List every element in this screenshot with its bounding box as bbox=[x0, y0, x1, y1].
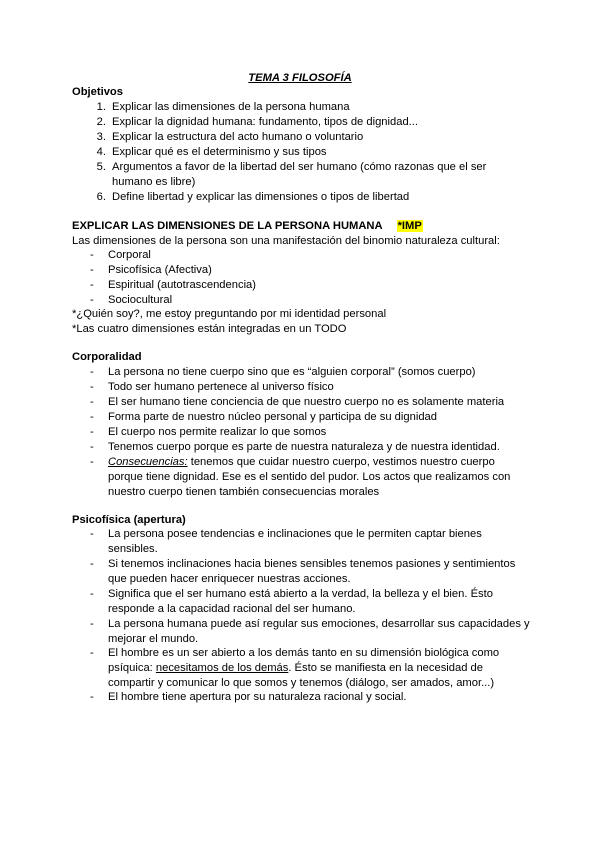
psicofisica-heading: Psicofísica (apertura) bbox=[72, 514, 186, 526]
dash-bullet: - bbox=[90, 588, 94, 600]
corporalidad-item bbox=[90, 455, 530, 500]
dimension-item bbox=[90, 248, 530, 263]
objetivo-item bbox=[90, 100, 530, 115]
corporalidad-text: El cuerpo nos permite realizar lo que somos bbox=[108, 426, 327, 438]
consecuencias-label: Consecuencias: bbox=[108, 456, 188, 468]
objetivo-text: Argumentos a favor de la libertad del ser humano (cómo razonas que el ser humano es libre) bbox=[112, 161, 487, 188]
page-title: TEMA 3 FILOSOFÍA bbox=[248, 72, 352, 84]
item5-text-pre: El hombre es un ser abierto a los demás tanto en su dimensión biológica como psíquica: bbox=[108, 647, 500, 674]
note-integrated: *Las cuatro dimensiones están integradas en un TODO bbox=[72, 323, 347, 335]
objetivo-item bbox=[90, 130, 530, 145]
dimension-item bbox=[90, 293, 530, 308]
psicofisica-text: Si tenemos inclinaciones hacia bienes sensibles tenemos pasiones y sentimientos que pueden hacer enriquecer nuestras acciones. bbox=[108, 558, 516, 585]
psicofisica-text: La persona posee tendencias e inclinaciones que le permiten captar bienes sensibles. bbox=[108, 528, 482, 555]
corporalidad-text: Forma parte de nuestro núcleo personal y participa de su dignidad bbox=[108, 411, 437, 423]
dash-bullet: - bbox=[90, 456, 94, 468]
corporalidad-item bbox=[90, 380, 530, 395]
corporalidad-text: Tenemos cuerpo porque es parte de nuestra naturaleza y de nuestra identidad. bbox=[108, 441, 500, 453]
objetivo-number: 4. bbox=[96, 146, 106, 158]
dash-bullet: - bbox=[90, 647, 94, 659]
psicofisica-item bbox=[90, 527, 500, 557]
dash-bullet: - bbox=[90, 279, 94, 291]
dash-bullet: - bbox=[90, 558, 94, 570]
psicofisica-text: La persona humana puede así regular sus emociones, desarrollar sus capacidades y mejorar el mundo. bbox=[108, 618, 530, 645]
psicofisica-item bbox=[90, 690, 530, 705]
objetivos-heading: Objetivos bbox=[72, 86, 123, 98]
dimensiones-heading-text: EXPLICAR LAS DIMENSIONES DE LA PERSONA HUMANA bbox=[72, 220, 383, 232]
item5-text-post: . Ésto se manifiesta en la necesidad de compartir y comunicar lo que somos y tenemos (diálogo, ser amados, amor...) bbox=[108, 662, 495, 689]
psicofisica-item bbox=[90, 587, 535, 617]
objetivo-text: Explicar las dimensiones de la persona humana bbox=[112, 101, 350, 113]
corporalidad-item bbox=[90, 440, 530, 455]
psicofisica-text: El hombre tiene apertura por su naturaleza racional y social. bbox=[108, 691, 407, 703]
psicofisica-text: Significa que el ser humano está abierto a la verdad, la belleza y el bien. Ésto responde a la capacidad racional del ser humano. bbox=[108, 588, 493, 615]
corporalidad-item bbox=[90, 410, 530, 425]
objetivo-item bbox=[90, 190, 530, 205]
dash-bullet: - bbox=[90, 441, 94, 453]
corporalidad-heading: Corporalidad bbox=[72, 351, 142, 363]
objetivo-item bbox=[90, 115, 530, 130]
objetivo-number: 6. bbox=[96, 191, 106, 203]
corporalidad-text bbox=[108, 455, 530, 500]
dash-bullet: - bbox=[90, 691, 94, 703]
objetivo-number: 3. bbox=[96, 131, 106, 143]
dash-bullet: - bbox=[90, 249, 94, 261]
dimension-item bbox=[90, 263, 530, 278]
dimension-item bbox=[90, 278, 530, 293]
dash-bullet: - bbox=[90, 381, 94, 393]
dash-bullet: - bbox=[90, 426, 94, 438]
psicofisica-item bbox=[90, 617, 535, 647]
dimensiones-intro: Las dimensiones de la persona son una manifestación del binomio naturaleza cultural: bbox=[72, 235, 500, 247]
corporalidad-text: La persona no tiene cuerpo sino que es “alguien corporal” (somos cuerpo) bbox=[108, 366, 476, 378]
imp-highlight-tag: *IMP bbox=[397, 220, 422, 232]
objetivo-item bbox=[90, 145, 530, 160]
necesitamos-underlined: necesitamos de los demás bbox=[155, 662, 289, 674]
corporalidad-item bbox=[90, 425, 530, 440]
dash-bullet: - bbox=[90, 618, 94, 630]
dimension-text: Sociocultural bbox=[108, 294, 173, 306]
objetivo-text: Explicar la estructura del acto humano o voluntario bbox=[112, 131, 364, 143]
corporalidad-item bbox=[90, 365, 530, 380]
objetivo-number: 2. bbox=[96, 116, 106, 128]
dimensiones-heading bbox=[72, 220, 423, 232]
corporalidad-text: El ser humano tiene conciencia de que nuestro cuerpo no es solamente materia bbox=[108, 396, 505, 408]
dash-bullet: - bbox=[90, 528, 94, 540]
objetivo-number: 5. bbox=[96, 161, 106, 173]
objetivo-item bbox=[90, 160, 520, 189]
objetivo-text: Define libertad y explicar las dimensiones o tipos de libertad bbox=[112, 191, 410, 203]
note-identity: *¿Quién soy?, me estoy preguntando por mi identidad personal bbox=[72, 308, 387, 320]
dash-bullet: - bbox=[90, 264, 94, 276]
psicofisica-item bbox=[90, 646, 515, 691]
dash-bullet: - bbox=[90, 294, 94, 306]
dash-bullet: - bbox=[90, 396, 94, 408]
objetivo-number: 1. bbox=[96, 101, 106, 113]
dimension-text: Corporal bbox=[108, 249, 151, 261]
corporalidad-text: Todo ser humano pertenece al universo físico bbox=[108, 381, 334, 393]
dash-bullet: - bbox=[90, 411, 94, 423]
psicofisica-item bbox=[90, 557, 535, 587]
corporalidad-item bbox=[90, 395, 530, 410]
dash-bullet: - bbox=[90, 366, 94, 378]
psicofisica-text bbox=[108, 646, 515, 691]
dimension-text: Espiritual (autotrascendencia) bbox=[108, 279, 256, 291]
objetivo-text: Explicar qué es el determinismo y sus tipos bbox=[112, 146, 327, 158]
dimension-text: Psicofísica (Afectiva) bbox=[108, 264, 212, 276]
consecuencias-text: tenemos que cuidar nuestro cuerpo, vestimos nuestro cuerpo porque tiene dignidad. Ese es el sentido del pudor. Los actos que realizamos con nuestro cuerpo tienen también consecuencias morales bbox=[108, 456, 511, 498]
objetivo-text: Explicar la dignidad humana: fundamento, tipos de dignidad... bbox=[112, 116, 418, 128]
